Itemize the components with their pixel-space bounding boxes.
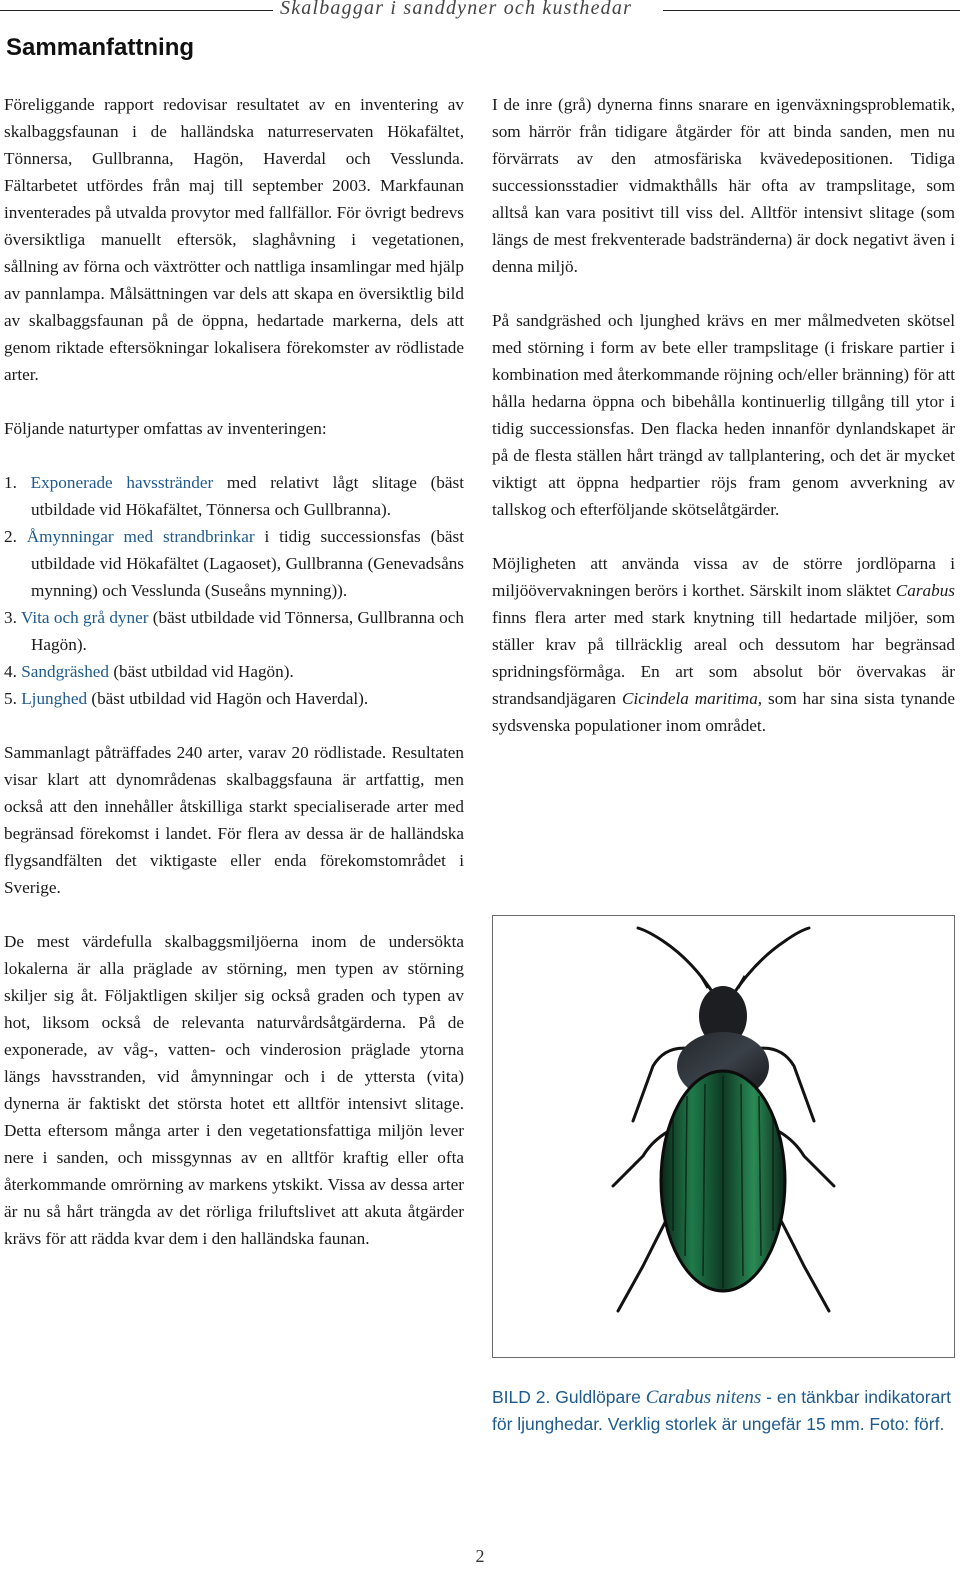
paragraph-disturbance: De mest värdefulla skalbaggsmiljöerna inom de undersökta lokalerna är alla präglade av störning, men typen av störning skiljer sig åt. Följaktligen skiljer sig också graden och typen av hot, liksom också de relevanta naturvårdsåtgärderna. På de exponerade, av våg-, vatten- och vinderosion präglade ytorna längs havsstranden, vid åmynningar och i de yttersta (vita) dynerna är faktiskt det största hotet ett alltför intensivt slitage. Detta eftersom många arter i den vegetationsfattiga miljön lever nere i sanden, och missgynnas av en alltför kraftig eller ofta återkommande omrörning av markens ytskikt. Vissa av dessa arter är nu så hårt trängda av det rörliga friluftslivet att akuta åtgärder krävs för att rädda kvar dem i den halländska faunan. bbox=[4, 932, 464, 1248]
paragraph-heath-management: På sandgräshed och ljunghed krävs en mer målmedveten skötsel med störning i form av bete eller trampslitage (i friskare partier i kombination med återkommande röjning och/eller bränning) för att hålla hedarna öppna och bibehålla kontinuerlig tillgång till ytor i tidig successionsfas. Den flacka heden innanför dynlandskapet är på de flesta ställen hårt trängd av tallplantering, och det är mycket viktigt att öppna hedpartier röjs fram genom avverkning av tallskog och efterföljande skötselåtgärder. bbox=[492, 311, 955, 519]
habitat-type-name: Åmynningar med strandbrinkar bbox=[26, 527, 255, 546]
habitat-type-name: Ljunghed bbox=[21, 689, 88, 708]
running-header-title: Skalbaggar i sanddyner och kusthedar bbox=[280, 0, 633, 19]
caption-species-name: Carabus nitens bbox=[645, 1387, 762, 1408]
paragraph-monitoring: Möjligheten att använda vissa av de större jordlöparna i miljöövervakningen berörs i korthet. Särskilt inom släktet Carabus finns flera arter med stark knytning till hedartade miljöer, som ställer krav på tillräcklig areal och dessutom har begränsad spridningsförmåga. En art som absolut bör övervakas är strandsandjägaren Cicindela maritima, som har sina sista tynande sydsvenska populationer inom området. bbox=[492, 554, 955, 735]
paragraph-types-intro: Följande naturtyper omfattas av inventeringen: bbox=[4, 419, 327, 438]
ground-beetle-illustration bbox=[493, 916, 954, 1357]
species-name: Cicindela maritima, bbox=[622, 689, 763, 708]
habitat-type-list bbox=[4, 469, 464, 712]
list-item: 3. Vita och grå dyner (bäst utbildade vid Tönnersa, Gullbranna och Hagön). bbox=[4, 608, 464, 654]
right-column bbox=[492, 91, 955, 739]
section-title: Sammanfattning bbox=[6, 34, 195, 61]
habitat-type-name: Exponerade havsstränder bbox=[30, 473, 214, 492]
habitat-type-name: Sandgräshed bbox=[21, 662, 110, 681]
paragraph-intro: Föreliggande rapport redovisar resultatet av en inventering av skalbaggsfaunan i de halländska naturreservaten Hökafältet, Tönnersa, Gullbranna, Hagön, Haverdal och Vesslunda. Fältarbetet utfördes från maj till september 2003. Markfaunan inventerades på utvalda provytor med fallfällor. För övrigt bedrevs översiktliga manuellt eftersök, slaghåvning i vegetationen, sållning av förna och växtrötter och nattliga insamlingar med hjälp av pannlampa. Målsättningen var dels att skapa en översiktlig bild av skalbaggsfaunan på de öppna, hedartade markerna, dels att genom riktade eftersökningar lokalisera förekomster av rödlistade arter. bbox=[4, 95, 464, 384]
paragraph-results: Sammanlagt påträffades 240 arter, varav 20 rödlistade. Resultaten visar klart att dynområdenas skalbaggsfauna är artfattig, men också att den innehåller åtskilliga starkt specialiserade arter med begränsad förekomst i landet. För flera av dessa är de halländska flygsandfälten det viktigaste eller enda förekomstområdet i Sverige. bbox=[4, 743, 464, 897]
page-number: 2 bbox=[475, 1546, 485, 1566]
list-item: 4. Sandgräshed (bäst utbildad vid Hagön). bbox=[4, 662, 294, 681]
header-rule-left bbox=[0, 10, 273, 11]
list-item: 1. Exponerade havsstränder med relativt lågt slitage (bäst utbildade vid Hökafältet, Tönnersa och Gullbranna). bbox=[4, 473, 464, 519]
paragraph-inner-dunes: I de inre (grå) dynerna finns snarare en igenväxningsproblematik, som härrör från tidigare åtgärder för att binda sanden, men nu förvärrats av den atmosfäriska kvävedepositionen. Tidiga successionsstadier vidmakthålls här ofta av trampslitage, som alltså kan vara positivt till viss del. Alltför intensivt slitage (som längs de mest frekventerade badstränderna) är dock negativt även i denna miljö. bbox=[492, 95, 955, 276]
running-header bbox=[0, 0, 960, 20]
habitat-type-name: Vita och grå dyner bbox=[20, 608, 149, 627]
genus-name: Carabus bbox=[895, 581, 955, 600]
photo-caption: BILD 2. Guldlöpare Carabus nitens - en tänkbar indikatorart för ljunghedar. Verklig storlek är ungefär 15 mm. Foto: förf. bbox=[492, 1387, 951, 1434]
list-item: 5. Ljunghed (bäst utbildad vid Hagön och Haverdal). bbox=[4, 689, 369, 708]
beetle-photo bbox=[492, 915, 955, 1358]
left-column bbox=[4, 91, 464, 1252]
header-rule-right bbox=[663, 10, 960, 11]
list-item: 2. Åmynningar med strandbrinkar i tidig successionsfas (bäst utbildade vid Hökafältet (Lagaoset), Gullbranna (Genevadsåns mynning) och Vesslunda (Suseåns mynning)). bbox=[4, 527, 465, 600]
